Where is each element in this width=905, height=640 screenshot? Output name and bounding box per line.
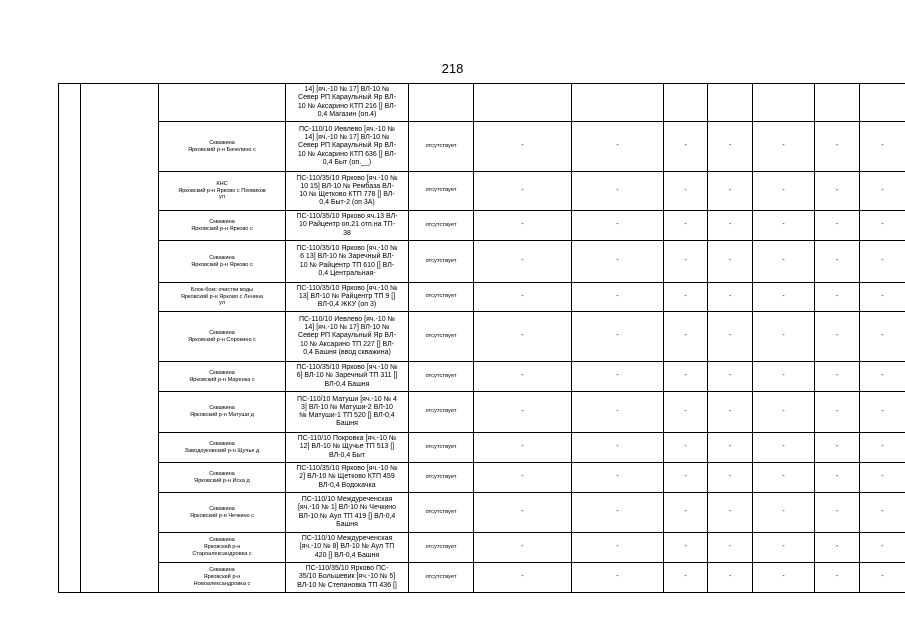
value-cell: - [708,241,753,283]
value-cell: - [572,211,664,241]
table-row [59,392,905,433]
object-text: Скважина [209,139,235,146]
status-cell: отсутствует [409,392,474,433]
power-line-text: ПС-110/35/10 Ярково [яч.-10 № [296,245,398,253]
value-cell: - [860,433,905,463]
table-row [59,433,905,463]
object-text: Скважина [209,254,235,261]
object-cell [159,172,286,211]
value-cell: - [572,493,664,533]
object-text: Скважина [209,369,235,376]
power-line-text: Север РП Караульный Яр ВЛ- [298,332,396,340]
power-line-text: ПС-110/10 Матуши [яч.-10 № 4 [297,395,397,403]
value-cell: - [753,312,815,362]
object-cell [159,533,286,563]
value-cell: - [860,312,905,362]
power-line-text: 0,4 Быт-2 (оп 3А) [319,199,375,207]
value-cell: - [753,283,815,312]
value-cell: - [815,283,860,312]
table-row [59,463,905,493]
power-line-cell [286,463,409,493]
object-text: ул [219,194,225,201]
value-cell: - [860,392,905,433]
power-line-text: 3] ВЛ-10 № Матуши-2 ВЛ-10 [301,403,393,411]
object-cell [159,312,286,362]
power-line-text: 10 № Аксарино КТП 216 [] ВЛ- [297,102,397,110]
value-cell: - [474,122,572,172]
object-text: Ярковский р-н Ярково с Пховиков [178,187,266,194]
value-cell: - [860,172,905,211]
table-row [59,211,905,241]
value-cell: - [708,493,753,533]
object-cell [159,84,286,122]
power-line-text: ВЛ-10 № Аул ТП 419 [] ВЛ-0,4 [298,512,396,520]
value-cell: - [753,362,815,392]
value-cell: - [664,463,708,493]
status-cell: отсутствует [409,122,474,172]
value-cell: - [474,172,572,211]
power-line-text: [яч.-10 № 8] ВЛ-10 № Аул ТП [299,543,395,551]
power-line-text: 2] ВЛ-10 № Щетково КТП 459 [299,473,395,481]
power-line-cell [286,172,409,211]
power-line-text: [яч.-10 № 1] ВЛ-10 № Чечкино [297,504,397,512]
power-line-text: 10 15] ВЛ-10 № Рембаза ВЛ- [300,182,394,190]
power-line-cell [286,563,409,593]
table-row [59,493,905,533]
value-cell: - [753,211,815,241]
power-line-text: ПС-110/35/10 Ярково яч.13 ВЛ- [296,213,398,221]
value-cell: - [708,122,753,172]
value-cell: - [708,172,753,211]
value-cell: - [860,463,905,493]
page-number: 218 [441,61,464,76]
power-line-text: 6 13] ВЛ-10 № Заречный ВЛ- [300,253,394,261]
value-cell: - [664,362,708,392]
table-body [59,84,905,593]
power-line-cell [286,392,409,433]
value-cell: - [815,211,860,241]
value-cell: - [664,392,708,433]
object-text: Блок-бокс очистки воды [190,286,254,293]
value-cell: - [860,122,905,172]
power-line-text: ПС-110/35/10 Ярково ПС- [305,565,389,573]
power-line-text: ПС-110/35/10 Ярково [яч.-10 № [296,465,398,473]
value-cell: - [474,211,572,241]
value-cell: - [708,211,753,241]
value-cell: - [474,283,572,312]
status-cell: отсутствует [409,493,474,533]
value-cell: - [815,241,860,283]
status-cell: отсутствует [409,312,474,362]
power-line-text: ВЛ-0,4 ЖКУ (оп 3) [317,301,377,309]
value-cell: - [815,463,860,493]
value-cell: - [815,533,860,563]
object-text: Ярковский р-н Матуши д [190,412,254,418]
table-row [59,563,905,593]
status-cell [409,84,474,122]
power-line-text: № Матуши-1 ТП 520 [] ВЛ-0,4 [299,412,395,419]
object-text: Скважина [209,405,235,412]
value-cell: - [474,563,572,593]
object-text: Ярковский р-н Иска д [194,477,250,484]
object-text: Ярковский р-н Ярково с Ленина [180,293,264,300]
power-line-text: ПС-110/35/10 Ярково [яч.-10 № [296,284,398,292]
table-row [59,533,905,563]
power-line-text: 10 № Аксарино КТП 636 [] ВЛ- [297,150,397,158]
value-cell: - [815,433,860,463]
table-row [59,362,905,392]
object-text: Скважина [209,567,235,574]
power-line-text: 35/10 Большевик [яч.-10 № 5] [298,573,396,581]
value-cell: - [815,563,860,593]
power-line-text: ПС-110/10 Иевлево [яч.-10 № [298,126,396,134]
power-line-text: 12] ВЛ-10 № Щучье ТП 513 [] [299,443,395,451]
power-line-text: ПС-110/10 Междуреченская [301,496,393,504]
value-cell: - [572,433,664,463]
status-cell: отсутствует [409,172,474,211]
value-cell: - [860,241,905,283]
value-cell: - [753,463,815,493]
value-cell: - [708,362,753,392]
value-cell: - [474,312,572,362]
value-cell: - [572,122,664,172]
power-line-text: Север РП Караульный Яр ВЛ- [298,142,396,150]
status-cell: отсутствует [409,211,474,241]
power-line-text: ВЛ-10 № Степановка ТП 436 [] [297,581,397,589]
power-line-text: ВЛ-0,4 Башня [324,380,370,388]
object-text: Заводоуковский р-н Щучье д [184,447,260,454]
value-cell: - [815,122,860,172]
object-text: Ярковский р-н Чечкино с [189,512,255,519]
power-line-cell [286,283,409,312]
object-text: Скважина [209,505,235,512]
value-cell: - [815,392,860,433]
power-line-cell [286,84,409,122]
blank-column-1 [59,84,81,593]
table-row [59,312,905,362]
power-line-text: 14] [яч.-10 № 17] ВЛ-10 № [304,324,390,332]
status-cell: отсутствует [409,362,474,392]
value-cell: - [815,493,860,533]
value-cell: - [860,493,905,533]
object-cell [159,241,286,283]
value-cell: - [474,362,572,392]
value-cell: - [572,241,664,283]
power-line-cell [286,241,409,283]
object-text: Новоалександровка с [193,580,251,587]
power-line-text: Север РП Караульный Яр ВЛ- [298,94,396,102]
value-cell: - [753,493,815,533]
status-cell: отсутствует [409,533,474,563]
object-text: Ярковский р-н Ярково с [191,225,253,232]
power-line-text: Башня [336,420,358,428]
power-line-text: 0,4 Центральная- [318,269,376,277]
power-line-text: ВЛ-0,4 Быт [328,451,366,459]
object-cell [159,433,286,463]
value-cell: - [708,392,753,433]
power-line-cell [286,312,409,362]
object-cell [159,211,286,241]
value-cell [860,84,905,122]
power-line-cell [286,362,409,392]
value-cell [664,84,708,122]
value-cell: - [664,241,708,283]
table-row [59,172,905,211]
value-cell: - [664,312,708,362]
value-cell: - [860,283,905,312]
status-cell: отсутствует [409,283,474,312]
power-line-text: ПС-110/10 Иевлево [яч.-10 № [298,316,396,324]
object-text: Скважина [209,440,235,447]
value-cell: - [474,493,572,533]
value-cell: - [664,563,708,593]
value-cell: - [753,563,815,593]
value-cell: - [572,563,664,593]
value-cell: - [664,493,708,533]
power-line-text: ПС-110/35/10 Ярково [яч.-10 № [296,364,398,372]
object-text: Ярковский р-н Сорокино с [188,336,256,343]
value-cell: - [860,211,905,241]
value-cell: - [753,533,815,563]
value-cell: - [664,211,708,241]
table-row [59,122,905,172]
power-line-text: Башня [336,520,358,528]
blank-column-2 [81,84,159,593]
value-cell: - [572,392,664,433]
status-cell: отсутствует [409,433,474,463]
power-line-text: 14] [яч.-10 № 17] ВЛ-10 № [304,86,390,94]
value-cell: - [664,122,708,172]
power-line-text: 13] ВЛ-10 № Райцентр ТП 9 [] [298,292,396,300]
value-cell: - [474,463,572,493]
value-cell: - [474,241,572,283]
power-line-text: 10 № Райцентр ТП 610 [] ВЛ- [299,261,395,269]
status-cell: отсутствует [409,463,474,493]
power-line-text: 10 № Щетково КТП 778 [] ВЛ- [299,191,395,198]
value-cell: - [753,172,815,211]
power-line-cell [286,211,409,241]
power-line-text: 0,4 Быт (оп.__) [322,158,372,166]
power-line-text: 10 № Аксарино ТП 227 [] ВЛ- [299,340,395,348]
power-line-text: 10 Райцентр оп.21 отп.на ТП- [298,221,396,229]
value-cell: - [753,241,815,283]
value-cell: - [474,433,572,463]
value-cell: - [860,563,905,593]
value-cell: - [474,533,572,563]
value-cell: - [664,283,708,312]
power-line-text: 14] [яч.-10 № 17] ВЛ-10 № [304,134,390,142]
value-cell [753,84,815,122]
value-cell: - [753,433,815,463]
object-cell [159,463,286,493]
object-text: Скважина [209,329,235,336]
power-line-cell [286,433,409,463]
table-row [59,283,905,312]
value-cell: - [572,172,664,211]
object-text: Скважина [209,537,235,544]
table-row [59,241,905,283]
power-line-text: 0,4 Магазин (оп.4) [317,110,377,118]
value-cell: - [708,563,753,593]
power-line-text: ПС-110/10 Покровка [яч.-10 № [297,435,397,443]
power-line-cell [286,493,409,533]
status-cell: отсутствует [409,563,474,593]
power-line-cell [286,533,409,563]
value-cell: - [708,533,753,563]
value-cell: - [572,312,664,362]
value-cell: - [708,283,753,312]
value-cell: - [860,362,905,392]
value-cell: - [708,463,753,493]
value-cell: - [753,392,815,433]
object-text: Скважина [209,470,235,477]
object-text: Ярковский р-н Ярково с [191,261,253,268]
data-table [58,83,905,593]
power-line-text: ПС-110/35/10 Ярково [яч.-10 № [296,174,398,182]
power-line-cell [286,122,409,172]
value-cell: - [474,392,572,433]
object-cell [159,283,286,312]
object-cell [159,122,286,172]
object-text: Ярковский р-н Маренка с [189,376,255,383]
value-cell [474,84,572,122]
value-cell: - [664,533,708,563]
object-text: Ярковский р-н [203,544,241,550]
value-cell: - [572,463,664,493]
object-text: Староалександровка с [192,550,252,557]
object-cell [159,362,286,392]
value-cell: - [572,362,664,392]
object-cell [159,392,286,433]
object-text: Скважина [209,218,235,225]
value-cell [815,84,860,122]
object-cell [159,493,286,533]
value-cell: - [708,312,753,362]
value-cell: - [572,533,664,563]
value-cell: - [815,312,860,362]
value-cell: - [664,433,708,463]
object-text: КНС [216,180,228,187]
value-cell [572,84,664,122]
object-text: Ярковский р-н [203,574,241,580]
power-line-text: ВЛ-0,4 Водокачка [318,481,376,489]
value-cell: - [815,172,860,211]
value-cell: - [860,533,905,563]
object-text: ул [219,300,225,307]
status-cell: отсутствует [409,241,474,283]
value-cell: - [753,122,815,172]
value-cell [708,84,753,122]
value-cell: - [664,172,708,211]
power-line-text: 6] ВЛ-10 № Заречный ТП 311 [] [296,372,398,380]
value-cell: - [708,433,753,463]
power-line-text: 420 [] ВЛ-0,4 Башня [314,551,380,559]
power-line-text: ПС-110/10 Междуреченская [301,535,393,543]
value-cell: - [815,362,860,392]
value-cell: - [572,283,664,312]
object-cell [159,563,286,593]
table-row [59,84,905,122]
power-line-text: 38 [343,229,351,237]
power-line-text: 0,4 Башня (ввод скважина) [303,348,391,356]
object-text: Ярковский р-н Бачелино с [188,146,256,153]
